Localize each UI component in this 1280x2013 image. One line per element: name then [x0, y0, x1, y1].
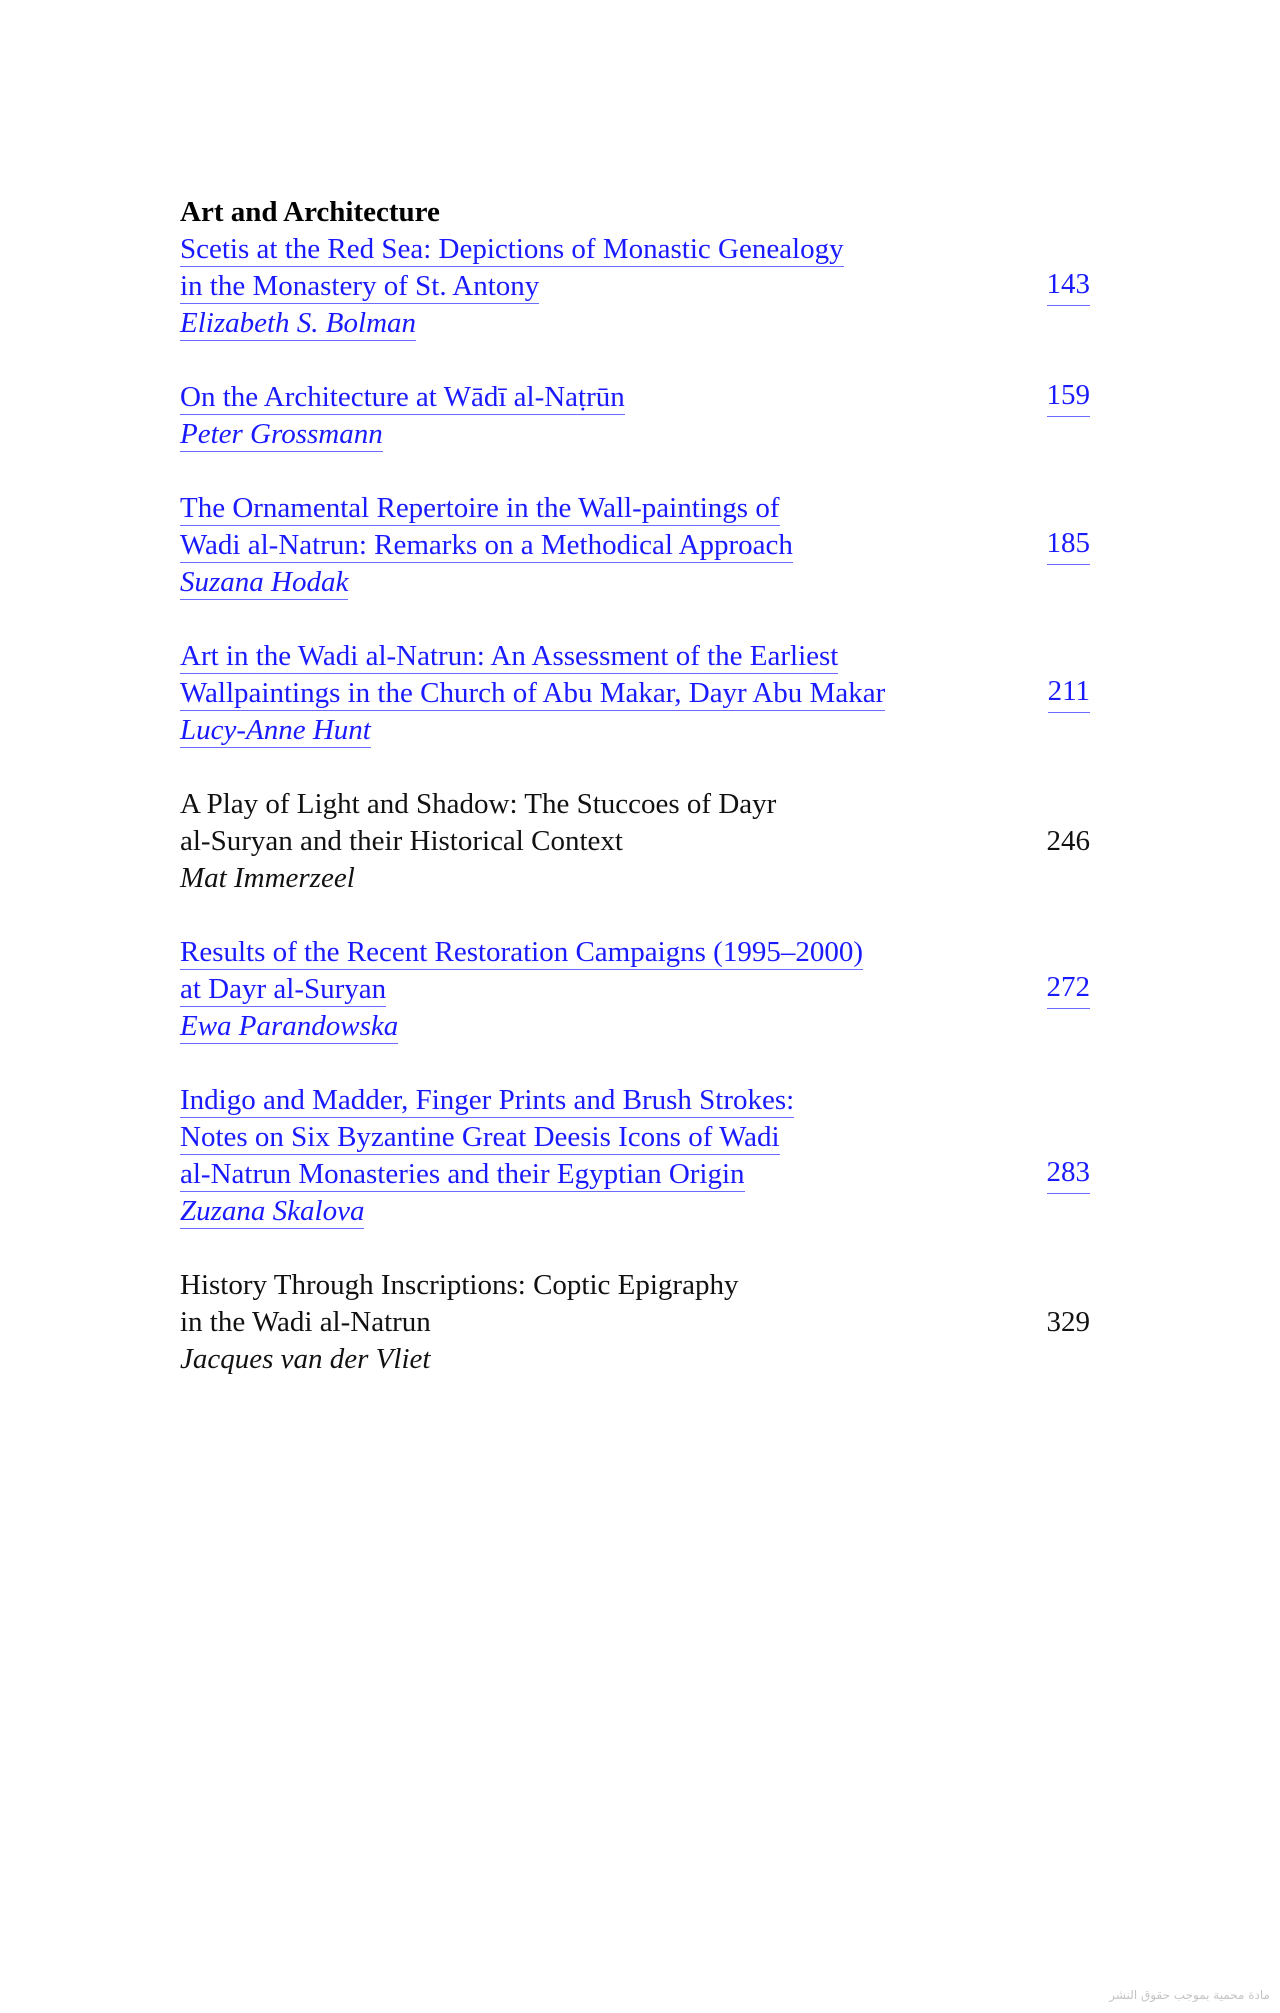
- entry-title-text: A Play of Light and Shadow: The Stuccoes of Dayr: [180, 788, 777, 820]
- toc-entry: [180, 1267, 1090, 1378]
- entry-author: [180, 564, 1090, 601]
- entry-author: [180, 860, 1090, 897]
- entry-title-link[interactable]: On the Architecture at Wādī al-Naṭrūn: [180, 381, 625, 413]
- entry-title-link[interactable]: Indigo and Madder, Finger Prints and Brush Strokes:: [180, 1084, 795, 1116]
- entry-title-link[interactable]: Art in the Wadi al-Natrun: An Assessment of the Earliest: [180, 640, 839, 672]
- copyright-watermark: مادة محمية بموجب حقوق النشر: [1109, 1988, 1270, 2002]
- entry-title-line: [180, 786, 1090, 823]
- entry-title-line: [180, 268, 1090, 305]
- entry-title-line: [180, 1267, 1090, 1304]
- entry-title-link[interactable]: in the Monastery of St. Antony: [180, 270, 540, 302]
- entry-title-text: al-Suryan and their Historical Context: [180, 825, 623, 857]
- entry-author: [180, 1008, 1090, 1045]
- toc-entry: [180, 379, 1090, 453]
- entry-page-link[interactable]: 283: [1047, 1156, 1091, 1194]
- toc-entries: [180, 231, 1090, 1415]
- entry-page-number: 246: [1046, 825, 1090, 857]
- entry-title-line: [180, 675, 1090, 712]
- entry-title-link[interactable]: The Ornamental Repertoire in the Wall-paintings of: [180, 492, 780, 524]
- toc-entry: [180, 231, 1090, 342]
- entry-page-link[interactable]: 211: [1048, 675, 1090, 713]
- entry-author-link[interactable]: Suzana Hodak: [180, 566, 349, 598]
- toc-entry: [180, 1082, 1090, 1230]
- entry-author-link[interactable]: Lucy-Anne Hunt: [180, 714, 371, 746]
- entry-title-text: History Through Inscriptions: Coptic Epigraphy: [180, 1269, 739, 1301]
- entry-title-line: [180, 490, 1090, 527]
- entry-author-text: Jacques van der Vliet: [180, 1343, 431, 1375]
- entry-title-link[interactable]: Notes on Six Byzantine Great Deesis Icons of Wadi: [180, 1121, 780, 1153]
- entry-title-line: [180, 231, 1090, 268]
- entry-title-link[interactable]: at Dayr al-Suryan: [180, 973, 387, 1005]
- entry-page-link[interactable]: 185: [1047, 527, 1091, 565]
- toc-entry: [180, 638, 1090, 749]
- entry-title-line: [180, 934, 1090, 971]
- entry-author: [180, 305, 1090, 342]
- entry-author-link[interactable]: Ewa Parandowska: [180, 1010, 399, 1042]
- entry-page-link[interactable]: 272: [1047, 971, 1091, 1009]
- entry-author: [180, 1341, 1090, 1378]
- entry-title-line: [180, 379, 1090, 416]
- entry-title-line: [180, 971, 1090, 1008]
- entry-author: [180, 712, 1090, 749]
- entry-author: [180, 416, 1090, 453]
- entry-author: [180, 1193, 1090, 1230]
- entry-page-number: 329: [1046, 1306, 1090, 1338]
- entry-page-link[interactable]: 143: [1047, 268, 1091, 306]
- entry-title-link[interactable]: Scetis at the Red Sea: Depictions of Monastic Genealogy: [180, 233, 844, 265]
- toc-entry: [180, 786, 1090, 897]
- entry-title-line: [180, 1082, 1090, 1119]
- entry-title-line: [180, 638, 1090, 675]
- toc-entry: [180, 934, 1090, 1045]
- entry-title-line: [180, 1304, 1090, 1341]
- entry-title-link[interactable]: al-Natrun Monasteries and their Egyptian Origin: [180, 1158, 745, 1190]
- entry-title-link[interactable]: Wadi al-Natrun: Remarks on a Methodical Approach: [180, 529, 793, 561]
- section-heading: Art and Architecture: [180, 196, 440, 228]
- entry-author-text: Mat Immerzeel: [180, 862, 355, 894]
- entry-page-link[interactable]: 159: [1047, 379, 1091, 417]
- entry-author-link[interactable]: Peter Grossmann: [180, 418, 383, 450]
- entry-title-line: [180, 1156, 1090, 1193]
- entry-title-line: [180, 1119, 1090, 1156]
- entry-title-line: [180, 823, 1090, 860]
- entry-title-text: in the Wadi al-Natrun: [180, 1306, 431, 1338]
- entry-title-link[interactable]: Results of the Recent Restoration Campaigns (1995–2000): [180, 936, 864, 968]
- toc-entry: [180, 490, 1090, 601]
- entry-title-line: [180, 527, 1090, 564]
- entry-author-link[interactable]: Elizabeth S. Bolman: [180, 307, 417, 339]
- entry-author-link[interactable]: Zuzana Skalova: [180, 1195, 365, 1227]
- entry-title-link[interactable]: Wallpaintings in the Church of Abu Makar, Dayr Abu Makar: [180, 677, 886, 709]
